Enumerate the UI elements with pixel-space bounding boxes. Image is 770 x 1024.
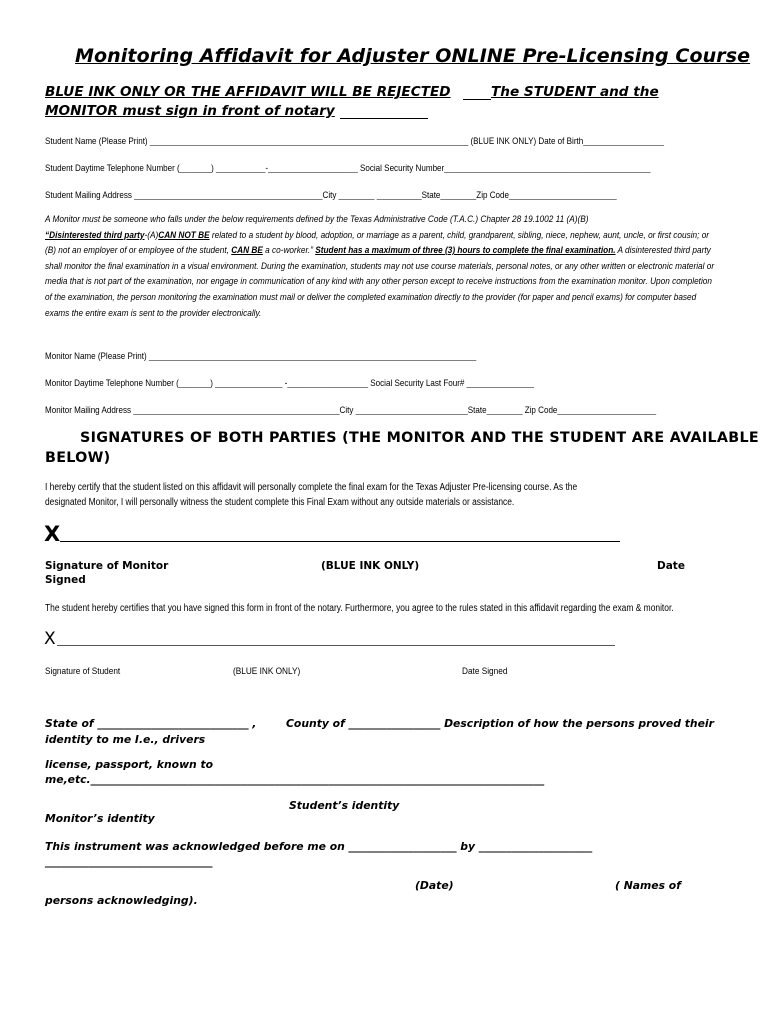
monitor-name-field[interactable]: Monitor Name (Please Print) _________________________________________________________________________ [45,350,477,361]
notary-state-field[interactable]: State of ____________________________ , [45,717,257,730]
student-phone-field[interactable]: Student Daytime Telephone Number (_______) ___________-____________________ Social Security Number______________________________________________ [45,162,651,173]
blue-ink-warning: BLUE INK ONLY OR THE AFFIDAVIT WILL BE REJECTED [45,84,451,100]
monitor-requirements-paragraph [45,212,716,321]
header-underline-tail [340,118,428,119]
acknowledgement-field-cont[interactable]: _______________________________ [45,855,213,868]
acknowledgement-names-label: ( Names of [615,879,681,892]
monitor-date-label: Date [657,560,685,572]
requirement-a-label: -(A) [144,229,159,241]
requirement-a-text: related to a student by blood, adoption, or marriage as a parent, child, grandparent, sibling, niece, nephew, aunt, uncle, or first cousin; or (B) not an employer of or employee of the student, [45,229,710,257]
monitor-signed-label: Signed [45,574,86,586]
identity-description-field[interactable]: me,etc.____________________________________________________________________________________ [45,773,545,786]
requirements-intro: A Monitor must be someone who falls under the below requirements defined by the Texas Administrative Code (T.A.C.) Chapter 28 19.1002 11 (A)(B) [45,214,589,225]
monitor-address-field[interactable]: Monitor Mailing Address ______________________________________________City _________________________State________ Zip Code______________________ [45,404,657,415]
student-signature-label: Signature of Student [45,666,121,677]
student-identity-label: Student’s identity [289,799,400,812]
co-worker-text: a co-worker.” [262,245,316,257]
monitor-blue-ink-label: (BLUE INK ONLY) [321,560,420,572]
monitor-certification-line2: designated Monitor, I will personally witness the student complete this Final Exam without any outside materials or assistance. [45,497,515,508]
signatures-heading-cont: BELOW) [45,450,111,466]
student-date-label: Date Signed [462,666,508,677]
notary-county-field[interactable]: County of _________________ Description of how the persons proved their [286,717,714,730]
student-signature-x: X [44,629,56,649]
identity-description-line2: identity to me I.e., drivers [45,733,206,746]
can-be: CAN BE [231,245,263,257]
monitor-signature-x: X [44,522,61,546]
monitor-certification-line1: I hereby certify that the student listed on this affidavit will personally complete the final exam for the Texas Adjuster Pre-licensing course. As the [45,482,578,493]
monitor-phone-field[interactable]: Monitor Daytime Telephone Number (_______) _______________ -__________________ Social Security Last Four# _______________ [45,377,534,388]
persons-acknowledging-label: persons acknowledging). [45,894,198,907]
student-blue-ink-label: (BLUE INK ONLY) [233,666,301,677]
disinterested-third-party: “Disinterested third party [45,229,145,241]
notary-sign-notice: MONITOR must sign in front of notary [45,103,335,119]
student-monitor-notice: The STUDENT and the [491,84,659,100]
monitor-signature-line[interactable] [60,541,620,542]
student-name-field[interactable]: Student Name (Please Print) _______________________________________________________________________ (BLUE INK ONLY) Date of Birth__________________ [45,135,664,146]
header-underline-gap [463,99,491,100]
student-address-field[interactable]: Student Mailing Address __________________________________________City ________ __________State________Zip Code________________________ [45,189,617,200]
exam-time-limit: Student has a maximum of three (3) hours to complete the final examination. [315,245,616,257]
identity-description-line3: license, passport, known to [45,758,214,771]
student-signature-line[interactable] [57,645,615,646]
monitor-signature-label: Signature of Monitor [45,560,169,572]
acknowledgement-field[interactable]: This instrument was acknowledged before me on ____________________ by _____________________ [45,840,593,853]
can-not-be: CAN NOT BE [158,229,210,241]
student-certification: The student hereby certifies that you have signed this form in front of the notary. Furthermore, you agree to the rules stated in this affidavit regarding the exam & monitor. [45,603,674,614]
signatures-heading: SIGNATURES OF BOTH PARTIES (THE MONITOR AND THE STUDENT ARE AVAILABLE [80,430,759,446]
monitor-identity-label: Monitor’s identity [45,812,155,825]
document-title: Monitoring Affidavit for Adjuster ONLINE Pre-Licensing Course [75,45,751,67]
monitor-duties-text: A disinterested third party shall monitor the final examination in a visual environment. During the examination, students may not use course materials, personal notes, or any other written or electronic material or media that is not part of the examination, nor engage in communication of any kind with any other person except to receive instructions from the examination monitor. Upon completion of the examination, the person monitoring the examination must mail or deliver the completed examination directly to the provider (for paper and pencil exams) for computer based exams the entire exam is sent to the provider electronically. [45,245,715,319]
acknowledgement-date-label: (Date) [415,879,454,892]
